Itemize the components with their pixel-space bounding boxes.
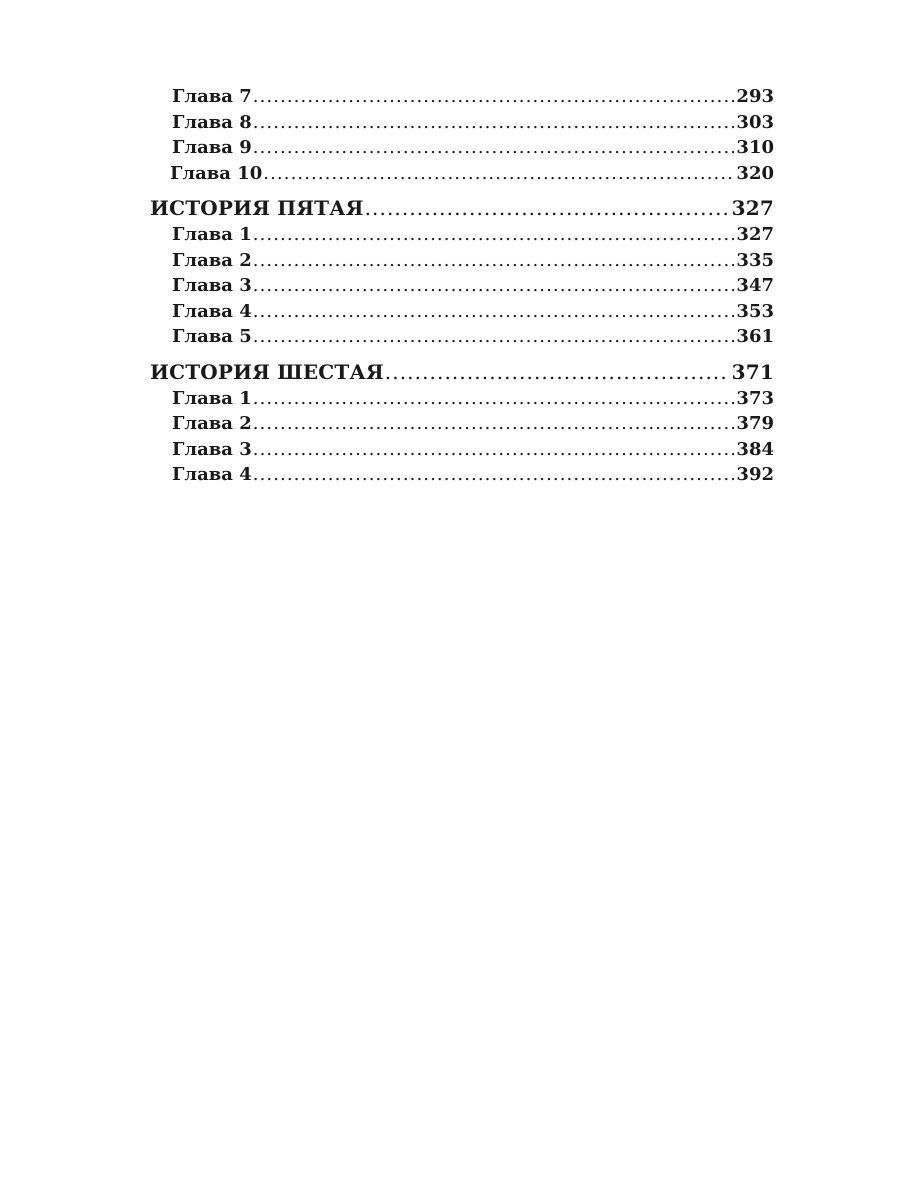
toc-entry-label: Глава 2 (172, 249, 252, 271)
toc-section-label: ИСТОРИЯ ШЕСТАЯ (150, 359, 384, 384)
dot-leader (253, 324, 735, 350)
toc-section-heading[interactable] (150, 358, 774, 386)
dot-leader (253, 248, 735, 274)
toc-entry-page: 347 (736, 275, 774, 296)
toc-entry[interactable] (150, 273, 774, 299)
toc-entry-page: 373 (736, 387, 774, 409)
toc-entry[interactable] (150, 299, 774, 325)
toc-entry-label: Глава 1 (172, 387, 252, 409)
toc-entry[interactable] (150, 386, 774, 412)
toc-group-continued (150, 84, 774, 186)
dot-leader (263, 161, 734, 187)
toc-entry-label: Глава 5 (172, 326, 252, 347)
toc-entry-label: Глава 3 (172, 438, 252, 460)
toc-entry-page: 310 (736, 137, 774, 158)
toc-entry[interactable] (150, 248, 774, 274)
toc-entry-label: Глава 9 (172, 137, 252, 158)
toc-entry-page: 320 (736, 162, 774, 184)
toc-entry[interactable] (150, 135, 774, 161)
toc-section-page: 327 (731, 196, 774, 220)
dot-leader (253, 411, 735, 437)
toc-entry[interactable] (150, 324, 774, 350)
dot-leader (253, 110, 735, 136)
toc-entry-page: 384 (736, 438, 774, 460)
dot-leader (253, 299, 735, 325)
dot-leader (253, 386, 735, 412)
dot-leader (253, 84, 735, 110)
dot-leader (253, 273, 735, 299)
toc-entry-page: 335 (736, 249, 774, 271)
toc-section-heading[interactable] (150, 194, 774, 222)
toc-entry[interactable] (150, 84, 774, 110)
toc-entry[interactable] (150, 110, 774, 136)
dot-leader (365, 194, 730, 222)
dot-leader (253, 462, 735, 488)
toc-entry[interactable] (150, 411, 774, 437)
dot-leader (253, 222, 735, 248)
toc-entry-label: Глава 7 (172, 86, 252, 107)
toc-entry-label: Глава 2 (172, 413, 252, 434)
toc-entry-page: 392 (736, 464, 774, 485)
dot-leader (385, 358, 730, 386)
toc-entry[interactable] (150, 222, 774, 248)
dot-leader (253, 135, 735, 161)
dot-leader (253, 437, 735, 463)
toc-section-label: ИСТОРИЯ ПЯТАЯ (150, 196, 364, 220)
toc-entry-page: 293 (736, 86, 774, 107)
toc-entry[interactable] (150, 437, 774, 463)
toc-entry[interactable] (150, 462, 774, 488)
toc-entry-page: 379 (736, 413, 774, 434)
toc-entry[interactable] (150, 161, 774, 187)
toc-group-story-six (150, 358, 774, 488)
table-of-contents (150, 84, 774, 488)
toc-entry-page: 353 (736, 300, 774, 322)
toc-entry-label: Глава 1 (172, 224, 252, 245)
toc-section-page: 371 (731, 359, 774, 384)
toc-entry-label: Глава 4 (172, 464, 252, 485)
toc-entry-label: Глава 3 (172, 275, 252, 296)
toc-entry-page: 327 (736, 224, 774, 245)
toc-entry-label: Глава 8 (172, 111, 252, 133)
toc-group-story-five (150, 194, 774, 350)
toc-entry-label: Глава 10 (170, 162, 263, 184)
toc-entry-label: Глава 4 (172, 300, 252, 322)
toc-entry-page: 303 (736, 111, 774, 133)
toc-entry-page: 361 (736, 326, 774, 347)
